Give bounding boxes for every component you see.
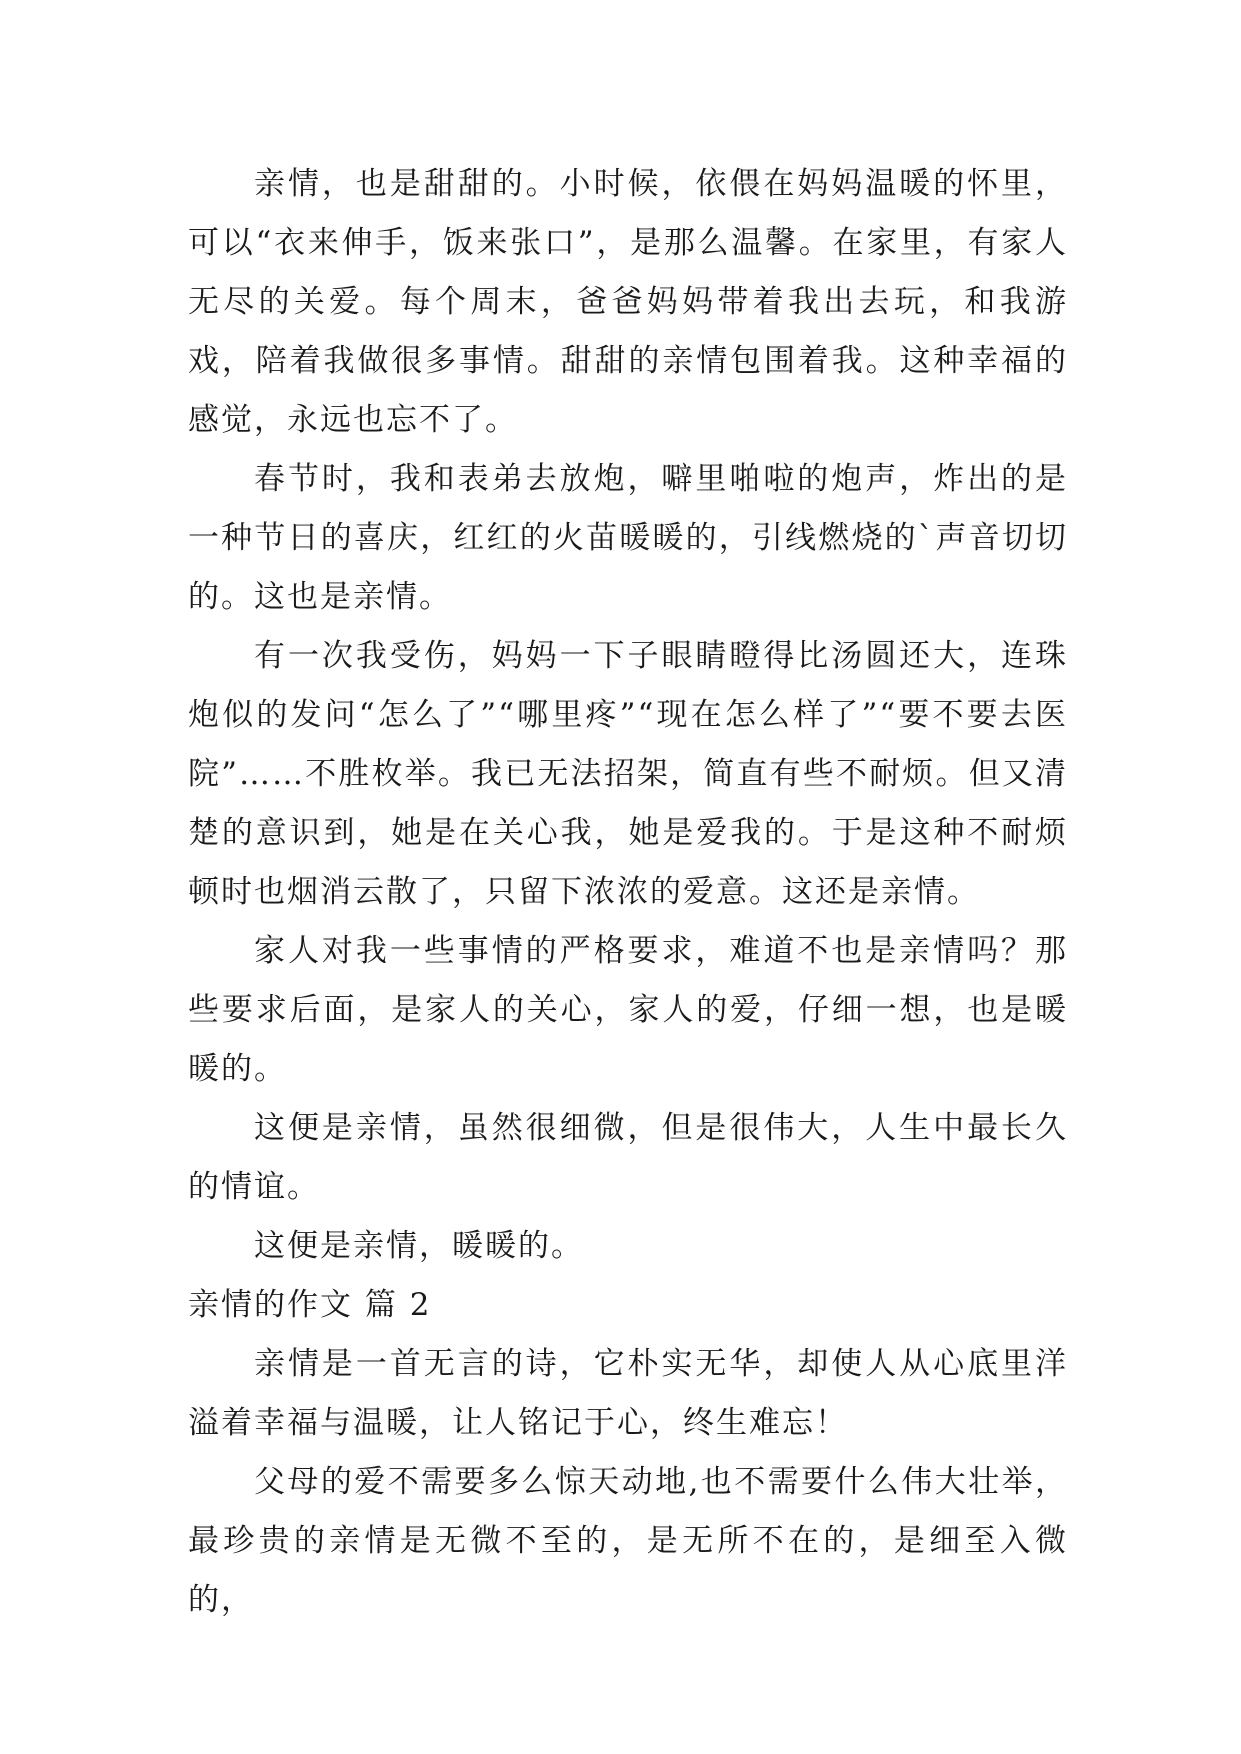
paragraph-4: 家人对我一些事情的严格要求，难道不也是亲情吗？那些要求后面，是家人的关心，家人的爱，仔细一想，也是暖暖的。 xyxy=(188,933,1068,1087)
paragraph-2: 春节时，我和表弟去放炮，噼里啪啦的炮声，炸出的是一种节日的喜庆，红红的火苗暖暖的，引线燃烧的`声音切切的。这也是亲情。 xyxy=(188,461,1068,615)
paragraph-7: 亲情是一首无言的诗，它朴实无华，却使人从心底里洋溢着幸福与温暖，让人铭记于心，终生难忘！ xyxy=(188,1346,1068,1441)
paragraph-1: 亲情，也是甜甜的。小时候，依偎在妈妈温暖的怀里，可以“衣来伸手，饭来张口”，是那么温馨。在家里，有家人无尽的关爱。每个周末，爸爸妈妈带着我出去玩，和我游戏，陪着我做很多事情。甜甜的亲情包围着我。这种幸福的感觉，永远也忘不了。 xyxy=(188,166,1068,438)
document-body xyxy=(188,155,1068,1630)
paragraph-8: 父母的爱不需要多么惊天动地,也不需要什么伟大壮举，最珍贵的亲情是无微不至的，是无所不在的，是细至入微的， xyxy=(188,1464,1068,1618)
paragraph-5: 这便是亲情，虽然很细微，但是很伟大，人生中最长久的情谊。 xyxy=(188,1110,1068,1205)
paragraph-6: 这便是亲情，暖暖的。 xyxy=(254,1228,584,1264)
section-heading: 亲情的作文 篇 2 xyxy=(188,1287,432,1323)
paragraph-3: 有一次我受伤，妈妈一下子眼睛瞪得比汤圆还大，连珠炮似的发问“怎么了”“哪里疼”“现在怎么样了”“要不要去医院”……不胜枚举。我已无法招架，简直有些不耐烦。但又清楚的意识到，她是在关心我，她是爱我的。于是这种不耐烦顿时也烟消云散了，只留下浓浓的爱意。这还是亲情。 xyxy=(188,638,1068,910)
